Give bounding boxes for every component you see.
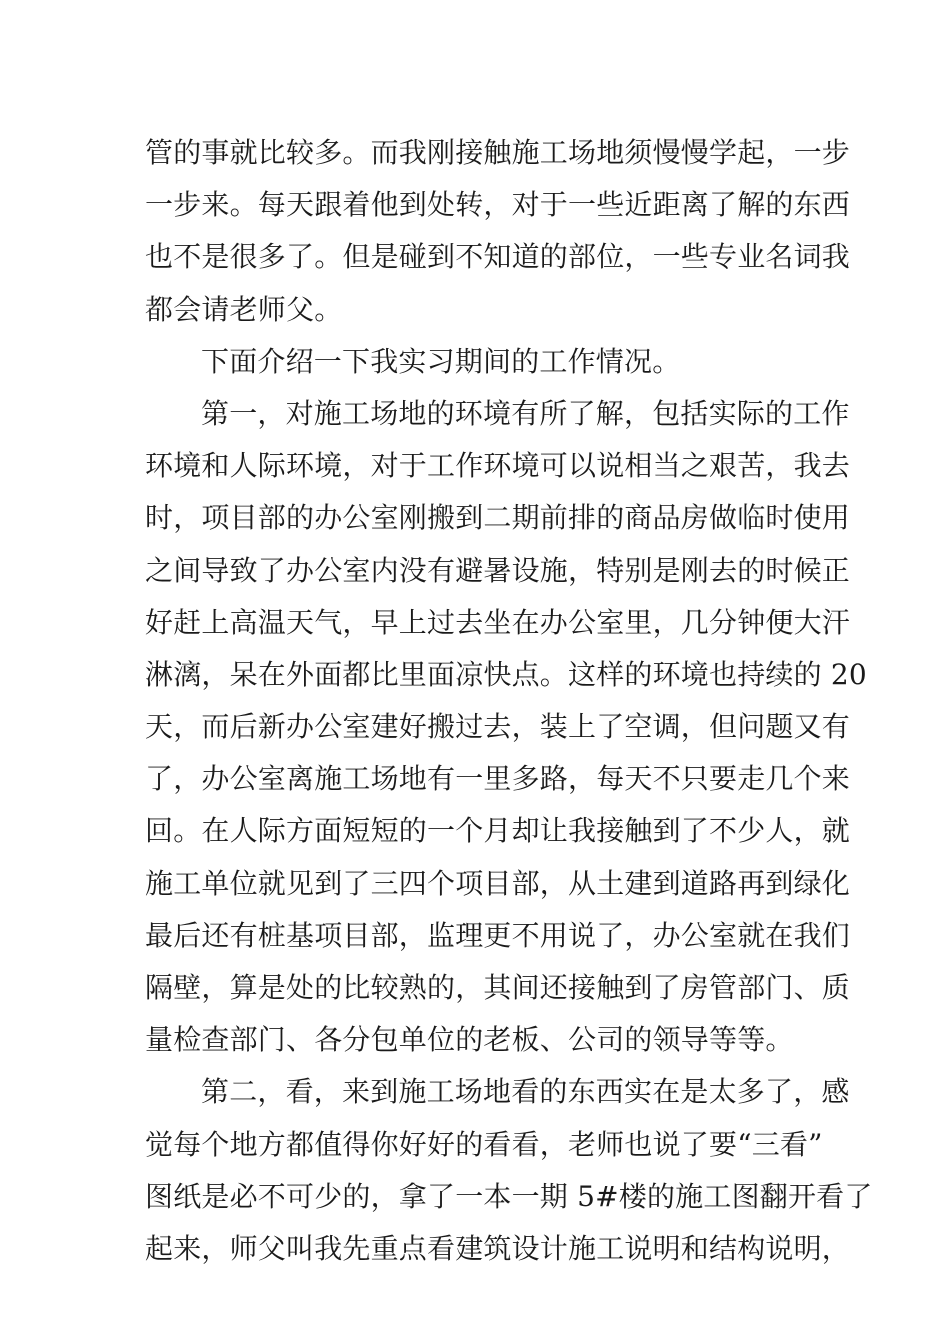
paragraph-start-line: 第一，对施工场地的环境有所了解，包括实际的工作 xyxy=(201,396,850,430)
text-line: 之间导致了办公室内没有避暑设施，特别是刚去的时候正 xyxy=(145,553,851,587)
text-line: 觉每个地方都值得你好好的看看，老师也说了要“三看” xyxy=(145,1127,823,1161)
text-line: 好赶上高温天气，早上过去坐在办公室里，几分钟便大汗 xyxy=(145,605,851,639)
text-line: 环境和人际环境，对于工作环境可以说相当之艰苦，我去 xyxy=(145,449,851,483)
text-line: 回。在人际方面短短的一个月却让我接触到了不少人，就 xyxy=(145,814,851,848)
text-line: 也不是很多了。但是碰到不知道的部位，一些专业名词我 xyxy=(145,240,851,274)
text-line: 图纸是必不可少的，拿了一本一期 5#楼的施工图翻开看了 xyxy=(145,1179,873,1213)
text-line: 施工单位就见到了三四个项目部，从土建到道路再到绿化 xyxy=(145,866,851,900)
text-line: 最后还有桩基项目部，监理更不用说了，办公室就在我们 xyxy=(145,918,851,952)
text-line: 隔壁，算是处的比较熟的，其间还接触到了房管部门、质 xyxy=(145,971,851,1004)
text-line: 时，项目部的办公室刚搬到二期前排的商品房做临时使用 xyxy=(145,501,851,535)
text-line: 天，而后新办公室建好搬过去，装上了空调，但问题又有 xyxy=(145,710,851,744)
text-line: 淋漓，呆在外面都比里面凉快点。这样的环境也持续的 20 xyxy=(145,657,867,691)
paragraph-start-line: 下面介绍一下我实习期间的工作情况。 xyxy=(201,344,681,378)
text-line: 一步来。每天跟着他到处转，对于一些近距离了解的东西 xyxy=(145,188,851,222)
text-line: 量检查部门、各分包单位的老板、公司的领导等等。 xyxy=(145,1023,794,1057)
text-line: 都会请老师父。 xyxy=(145,292,343,326)
text-line: 了，办公室离施工场地有一里多路，每天不只要走几个来 xyxy=(145,762,851,796)
body-text xyxy=(145,127,873,1275)
paragraph-start-line: 第二，看，来到施工场地看的东西实在是太多了，感 xyxy=(201,1075,850,1109)
text-line: 管的事就比较多。而我刚接触施工场地须慢慢学起，一步 xyxy=(145,136,851,169)
text-line: 起来，师父叫我先重点看建筑设计施工说明和结构说明， xyxy=(145,1231,851,1265)
